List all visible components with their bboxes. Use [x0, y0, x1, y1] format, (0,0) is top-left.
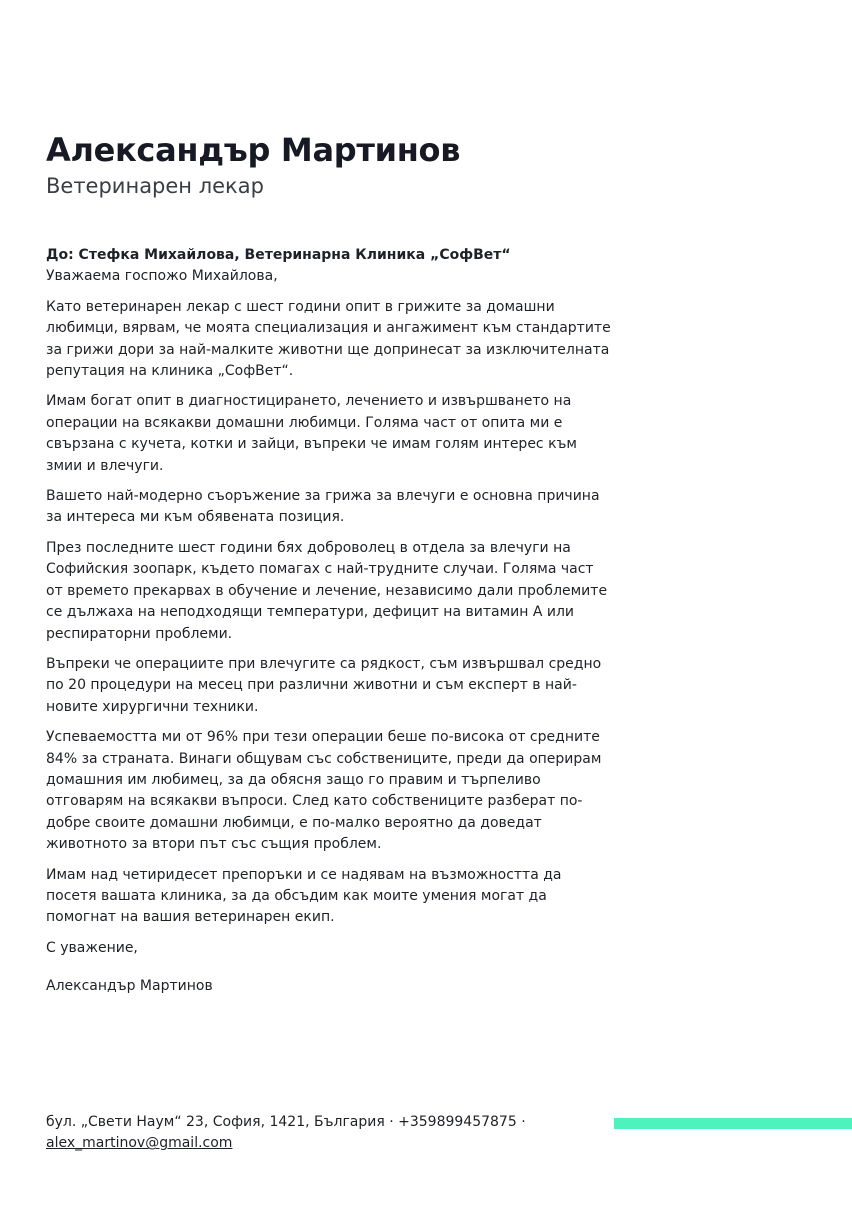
- recipient-line: До: Стефка Михайлова, Ветеринарна Клиника „СофВет“: [46, 247, 511, 263]
- salutation: Уважаема госпожо Михайлова,: [46, 268, 278, 285]
- paragraph-2: Имам богат опит в диагностицирането, лечението и извършването на операции на всякакви домашни любимци. Голяма част от опита ми е свързана с кучета, котки и зайци, въпреки че имам голям интерес към змии и влечуги.: [46, 393, 577, 474]
- paragraph-4: През последните шест години бях доброволец в отдела за влечуги на Софийския зоопарк, където помагах с най-трудните случаи. Голяма част от времето прекарвах в обучение и лечение, независимо дали проблемите се дължаха на неподходящи температури, дефицит на витамин А или респираторни проблеми.: [46, 539, 608, 642]
- paragraph-7: Имам над четиридесет препоръки и се надявам на възможността да посетя вашата клиника, за да обсъдим как моите умения могат да помогнат на вашия ветеринарен екип.: [46, 866, 562, 926]
- contact-footer: [46, 1112, 606, 1155]
- paragraph-5: Въпреки че операциите при влечугите са рядкост, съм извършвал средно по 20 процедури на месец при различни животни и съм експерт в най-новите хирургични техники.: [46, 655, 602, 715]
- address-phone: бул. „Свети Наум“ 23, София, 1421, България · +359899457875 ·: [46, 1114, 526, 1130]
- paragraph-3: Вашето най-модерно съоръжение за грижа за влечуги е основна причина за интереса ми към обявената позиция.: [46, 488, 600, 526]
- signature: Александър Мартинов: [46, 978, 213, 995]
- sender-name: Александър Мартинов: [46, 131, 461, 169]
- closing: С уважение,: [46, 939, 138, 956]
- letter-body: [46, 245, 612, 998]
- email-link[interactable]: alex_martinov@gmail.com: [46, 1135, 233, 1152]
- paragraph-6: Успеваемостта ми от 96% при тези операции беше по-висока от средните 84% за страната. Винаги общувам със собствениците, преди да оперирам домашния им любимец, за да обясня защо го правим и търпеливо отговарям на всякакви въпроси. След като собствениците разберат по-добре своите домашни любимци, е по-малко вероятно да доведат животното за втори път със същия проблем.: [46, 729, 602, 853]
- accent-bar: [614, 1118, 852, 1129]
- sender-title: Ветеринарен лекар: [46, 174, 264, 198]
- paragraph-1: Като ветеринарен лекар с шест години опит в грижите за домашни любимци, вярвам, че моята специализация и ангажимент към стандартите за грижи дори за най-малките животни ще допринесат за изключителната репутация на клиника „СофВет“.: [46, 298, 611, 380]
- letter-header: [46, 128, 746, 200]
